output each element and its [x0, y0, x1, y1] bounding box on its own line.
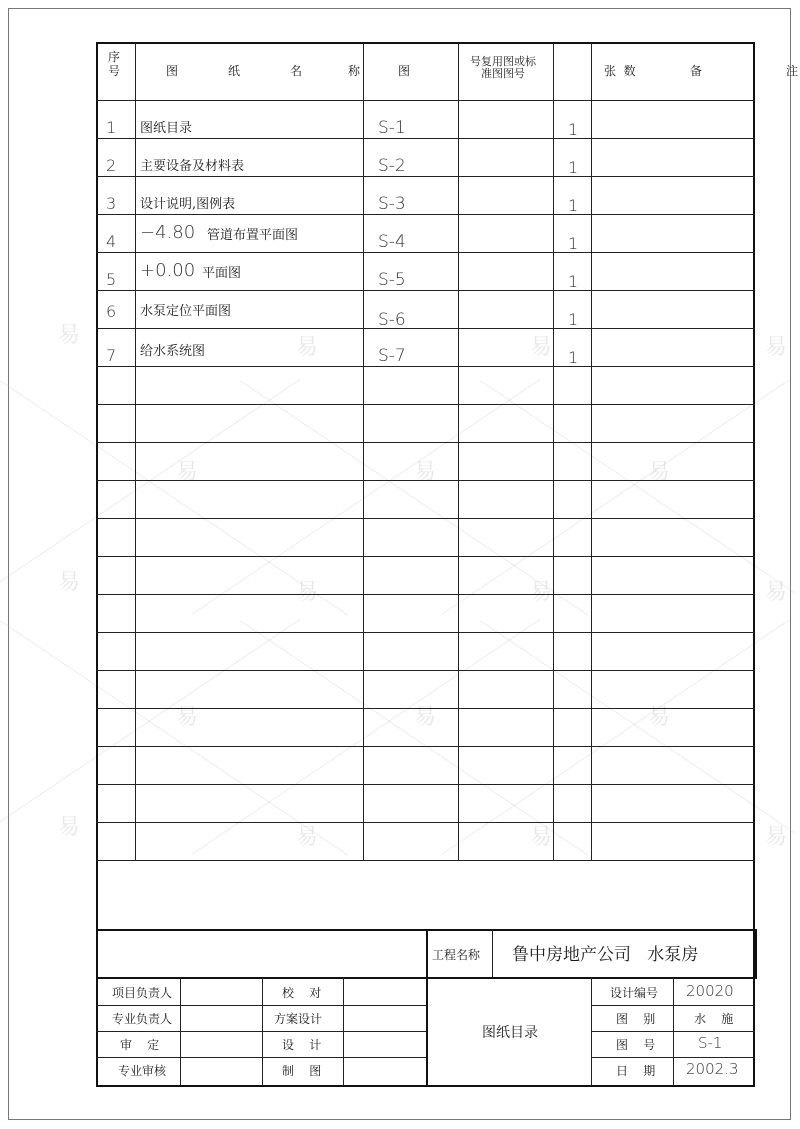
row-no: 3 — [106, 194, 117, 213]
watermark-glyph: 易 — [530, 825, 553, 850]
watermark-glyph: 易 — [530, 335, 553, 360]
row-code: S-3 — [378, 194, 406, 214]
header-sheets: 张 数 — [604, 64, 636, 78]
watermark-glyph: 易 — [296, 580, 319, 605]
watermark-glyph: 易 — [765, 825, 788, 850]
row-no: 6 — [106, 302, 117, 321]
row-name: 平面图 — [202, 266, 242, 281]
right-label: 图 号 — [616, 1038, 656, 1052]
project-name: 鲁中房地产公司 水泵房 — [512, 945, 699, 965]
row-count: 1 — [568, 120, 579, 139]
row-count: 1 — [568, 158, 579, 177]
watermark-glyph: 易 — [530, 580, 553, 605]
watermark-glyph: 易 — [765, 580, 788, 605]
row-name: 图纸目录 — [140, 121, 193, 136]
row-code: S-1 — [378, 118, 406, 138]
left-label: 项目负责人 — [112, 986, 173, 1000]
header-reuse-std: 号复用图或标 准图图号 — [470, 55, 536, 80]
row-count: 1 — [568, 310, 579, 329]
header-remark-tail: 注 — [786, 64, 799, 78]
row-name-prefix: −4.80 — [140, 222, 196, 243]
row-count: 1 — [568, 234, 579, 253]
watermark-glyph: 易 — [176, 460, 199, 485]
row-code: S-7 — [378, 346, 406, 366]
row-code: S-2 — [378, 156, 406, 176]
row-no: 1 — [106, 118, 117, 137]
right-label: 设计编号 — [610, 986, 659, 1000]
row-name: 设计说明,图例表 — [140, 197, 236, 212]
drawing-category: 水 施 — [694, 1012, 734, 1026]
right-label: 图 别 — [616, 1012, 656, 1026]
row-count: 1 — [568, 196, 579, 215]
header-name-char: 称 — [348, 64, 361, 78]
row-name: 管道布置平面图 — [207, 228, 299, 243]
row-count: 1 — [568, 348, 579, 367]
watermark-glyph: 易 — [296, 335, 319, 360]
row-count: 1 — [568, 272, 579, 291]
mid-label: 方案设计 — [274, 1012, 323, 1026]
watermark-glyph: 易 — [765, 335, 788, 360]
watermark-glyph: 易 — [176, 705, 199, 730]
header-name-char: 纸 — [228, 64, 241, 78]
header-name-char: 图 — [166, 64, 179, 78]
left-label: 审 定 — [120, 1038, 160, 1052]
row-name-prefix: +0.00 — [140, 260, 196, 281]
watermark-glyph: 易 — [296, 825, 319, 850]
row-code: S-4 — [378, 232, 406, 252]
drawing-number: S-1 — [698, 1034, 723, 1052]
watermark-glyph: 易 — [648, 705, 671, 730]
header-remark: 备 — [690, 64, 703, 78]
design-number: 20020 — [686, 982, 734, 1000]
left-label: 专业审核 — [118, 1064, 167, 1078]
header-name-char: 名 — [290, 64, 303, 78]
drawing-date: 2002.3 — [686, 1060, 739, 1078]
watermark-glyph: 易 — [414, 460, 437, 485]
header-seq: 序 号 — [108, 50, 121, 78]
left-label: 专业负责人 — [112, 1012, 173, 1026]
project-name-label: 工程名称 — [432, 948, 481, 962]
watermark-glyph: 易 — [414, 705, 437, 730]
row-no: 7 — [106, 346, 117, 365]
row-no: 2 — [106, 156, 117, 175]
watermark-glyph: 易 — [648, 460, 671, 485]
row-name: 给水系统图 — [140, 344, 206, 359]
watermark-glyph: 易 — [58, 815, 81, 840]
mid-label: 校 对 — [282, 986, 322, 1000]
mid-label: 制 图 — [282, 1064, 322, 1078]
right-label: 日 期 — [616, 1064, 656, 1078]
row-no: 4 — [106, 232, 117, 251]
watermark-glyph: 易 — [58, 323, 81, 348]
row-code: S-6 — [378, 310, 406, 330]
header-drawing-no: 图 — [398, 64, 411, 78]
row-code: S-5 — [378, 270, 406, 290]
row-no: 5 — [106, 270, 117, 289]
row-name: 水泵定位平面图 — [140, 304, 232, 319]
mid-label: 设 计 — [282, 1038, 322, 1052]
sheet-title: 图纸目录 — [482, 1025, 538, 1041]
row-name: 主要设备及材料表 — [140, 159, 245, 174]
watermark-glyph: 易 — [58, 570, 81, 595]
